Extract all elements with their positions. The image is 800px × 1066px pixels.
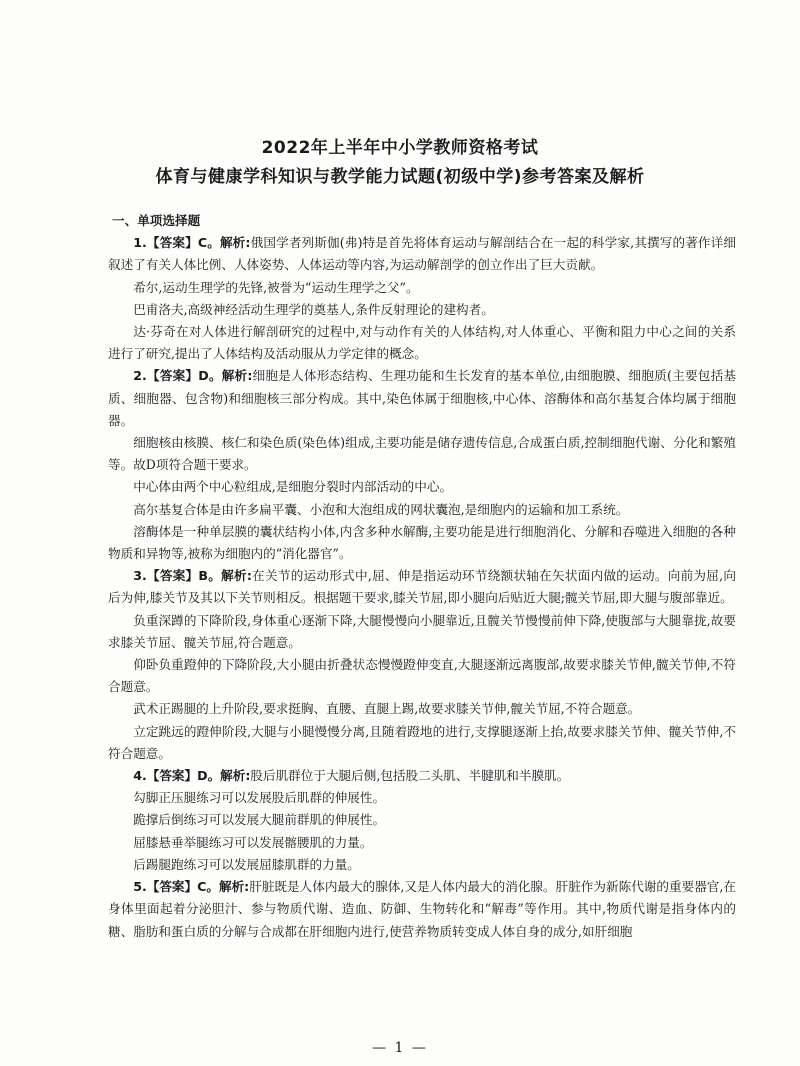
paragraph-text: 溶酶体是一种单层膜的囊状结构小体,内含多种水解酶,主要功能是进行细胞消化、分解和吞噬进入细胞的各种物质和异物等,被称为细胞内的“消化器官”。	[108, 523, 736, 562]
paragraph-text: 屈膝悬垂举腿练习可以发展髂腰肌的力量。	[133, 834, 373, 850]
paragraph-text: 在关节的运动形式中,屈、伸是指运动环节绕额状轴在矢状面内做的运动。向前为屈,向后为伸,膝关节及其以下关节则相反。根据题干要求,膝关节屈,即小腿向后贴近大腿;髋关节屈,即大腿与腹部靠近。	[108, 568, 736, 606]
paragraph-text: 立定跳远的蹬伸阶段,大腿与小腿慢慢分离,且随着蹬地的进行,支撑腿逐渐上抬,故要求膝关节伸、髋关节伸,不符合题意。	[108, 723, 736, 761]
paragraph-text: 细胞核由核膜、核仁和染色质(染色体)组成,主要功能是储存遗传信息,合成蛋白质,控制细胞代谢、分化和繁殖等。故D项符合题干要求。	[108, 435, 736, 473]
paragraph-text: 肝脏既是人体内最大的腺体,又是人体内最大的消化腺。肝脏作为新陈代谢的重要器官,在身体里面起着分泌胆汁、参与物质代谢、造血、防御、生物转化和“解毒”等作用。其中,物质代谢是指身体内的糖、脂肪和蛋白质的分解与合成都在肝细胞内进行,使营养物质转变成人体自身的成分,如肝细胞	[108, 879, 736, 939]
paragraph	[108, 521, 736, 565]
answer-label: 1.【答案】C。解析:	[133, 235, 251, 251]
paragraph	[108, 809, 736, 831]
document-title-line-1: 2022年上半年中小学教师资格考试	[261, 138, 539, 158]
paragraph	[108, 299, 736, 321]
paragraph-text: 俄国学者列斯伽(弗)特是首先将体育运动与解剖结合在一起的科学家,其撰写的著作详细叙述了有关人体比例、人体姿势、人体运动等内容,为运动解剖学的创立作出了巨大贡献。	[108, 235, 736, 273]
answer-label: 4.【答案】D。解析:	[133, 768, 251, 784]
paragraph-text: 勾脚正压腿练习可以发展股后肌群的伸展性。	[133, 790, 386, 806]
paragraph-text: 希尔,运动生理学的先锋,被誉为“运动生理学之父”。	[133, 279, 419, 295]
paragraph	[108, 321, 736, 365]
paragraph-text: 跪撑后倒练习可以发展大腿前群肌的伸展性。	[133, 812, 386, 828]
paragraph-text: 股后肌群位于大腿后侧,包括股二头肌、半腱肌和半膜肌。	[250, 768, 570, 784]
answer-label: 5.【答案】C。解析:	[133, 879, 250, 895]
paragraph	[108, 765, 736, 787]
paragraph	[108, 876, 736, 943]
paragraph-text: 细胞是人体形态结构、生理功能和生长发育的基本单位,由细胞膜、细胞质(主要包括基质、细胞器、包含物)和细胞核三部分构成。其中,染色体属于细胞核,中心体、溶酶体和高尔基复合体均属于细胞器。	[108, 368, 736, 428]
paragraph	[108, 698, 736, 720]
paragraph-text: 仰卧负重蹬伸的下降阶段,大小腿由折叠状态慢慢蹬伸变直,大腿逐渐远离腹部,故要求膝关节伸,髋关节伸,不符合题意。	[108, 657, 736, 695]
paragraph	[108, 277, 736, 299]
paragraph-text: 高尔基复合体是由许多扁平囊、小泡和大泡组成的网状囊泡,是细胞内的运输和加工系统。	[133, 501, 629, 517]
paragraph-text: 后踢腿跑练习可以发展屈膝肌群的力量。	[133, 856, 360, 872]
paragraph-text: 武术正踢腿的上升阶段,要求挺胸、直腰、直腿上踢,故要求膝关节伸,髋关节屈,不符合题意。	[133, 701, 641, 717]
paragraph-text: 达·芬奇在对人体进行解剖研究的过程中,对与动作有关的人体结构,对人体重心、平衡和阻力中心之间的关系进行了研究,提出了人体结构及活动服从力学定律的概念。	[108, 324, 736, 362]
paragraph	[108, 232, 736, 276]
paragraph	[108, 565, 736, 609]
page-number: — 1 —	[372, 1040, 428, 1056]
answer-label: 2.【答案】D。解析:	[133, 368, 253, 384]
paragraph	[108, 365, 736, 432]
section-heading: 一、单项选择题	[112, 213, 201, 228]
paragraph	[108, 721, 736, 765]
paragraph-list	[108, 232, 736, 943]
document-title-line-2: 体育与健康学科知识与教学能力试题(初级中学)参考答案及解析	[155, 167, 645, 187]
paragraph	[108, 832, 736, 854]
paragraph	[108, 499, 736, 521]
paragraph-text: 巴甫洛夫,高级神经活动生理学的奠基人,条件反射理论的建构者。	[133, 301, 494, 317]
document-body	[108, 210, 736, 943]
paragraph	[108, 432, 736, 476]
answer-label: 3.【答案】B。解析:	[133, 568, 252, 584]
paragraph	[108, 610, 736, 654]
paragraph	[108, 476, 736, 498]
paragraph-text: 负重深蹲的下降阶段,身体重心逐渐下降,大腿慢慢向小腿靠近,且髋关节慢慢前伸下降,使腹部与大腿靠拢,故要求膝关节屈、髋关节屈,符合题意。	[108, 612, 736, 650]
paragraph-text: 中心体由两个中心粒组成,是细胞分裂时内部活动的中心。	[133, 479, 453, 495]
paragraph	[108, 854, 736, 876]
paragraph	[108, 787, 736, 809]
paragraph	[108, 654, 736, 698]
